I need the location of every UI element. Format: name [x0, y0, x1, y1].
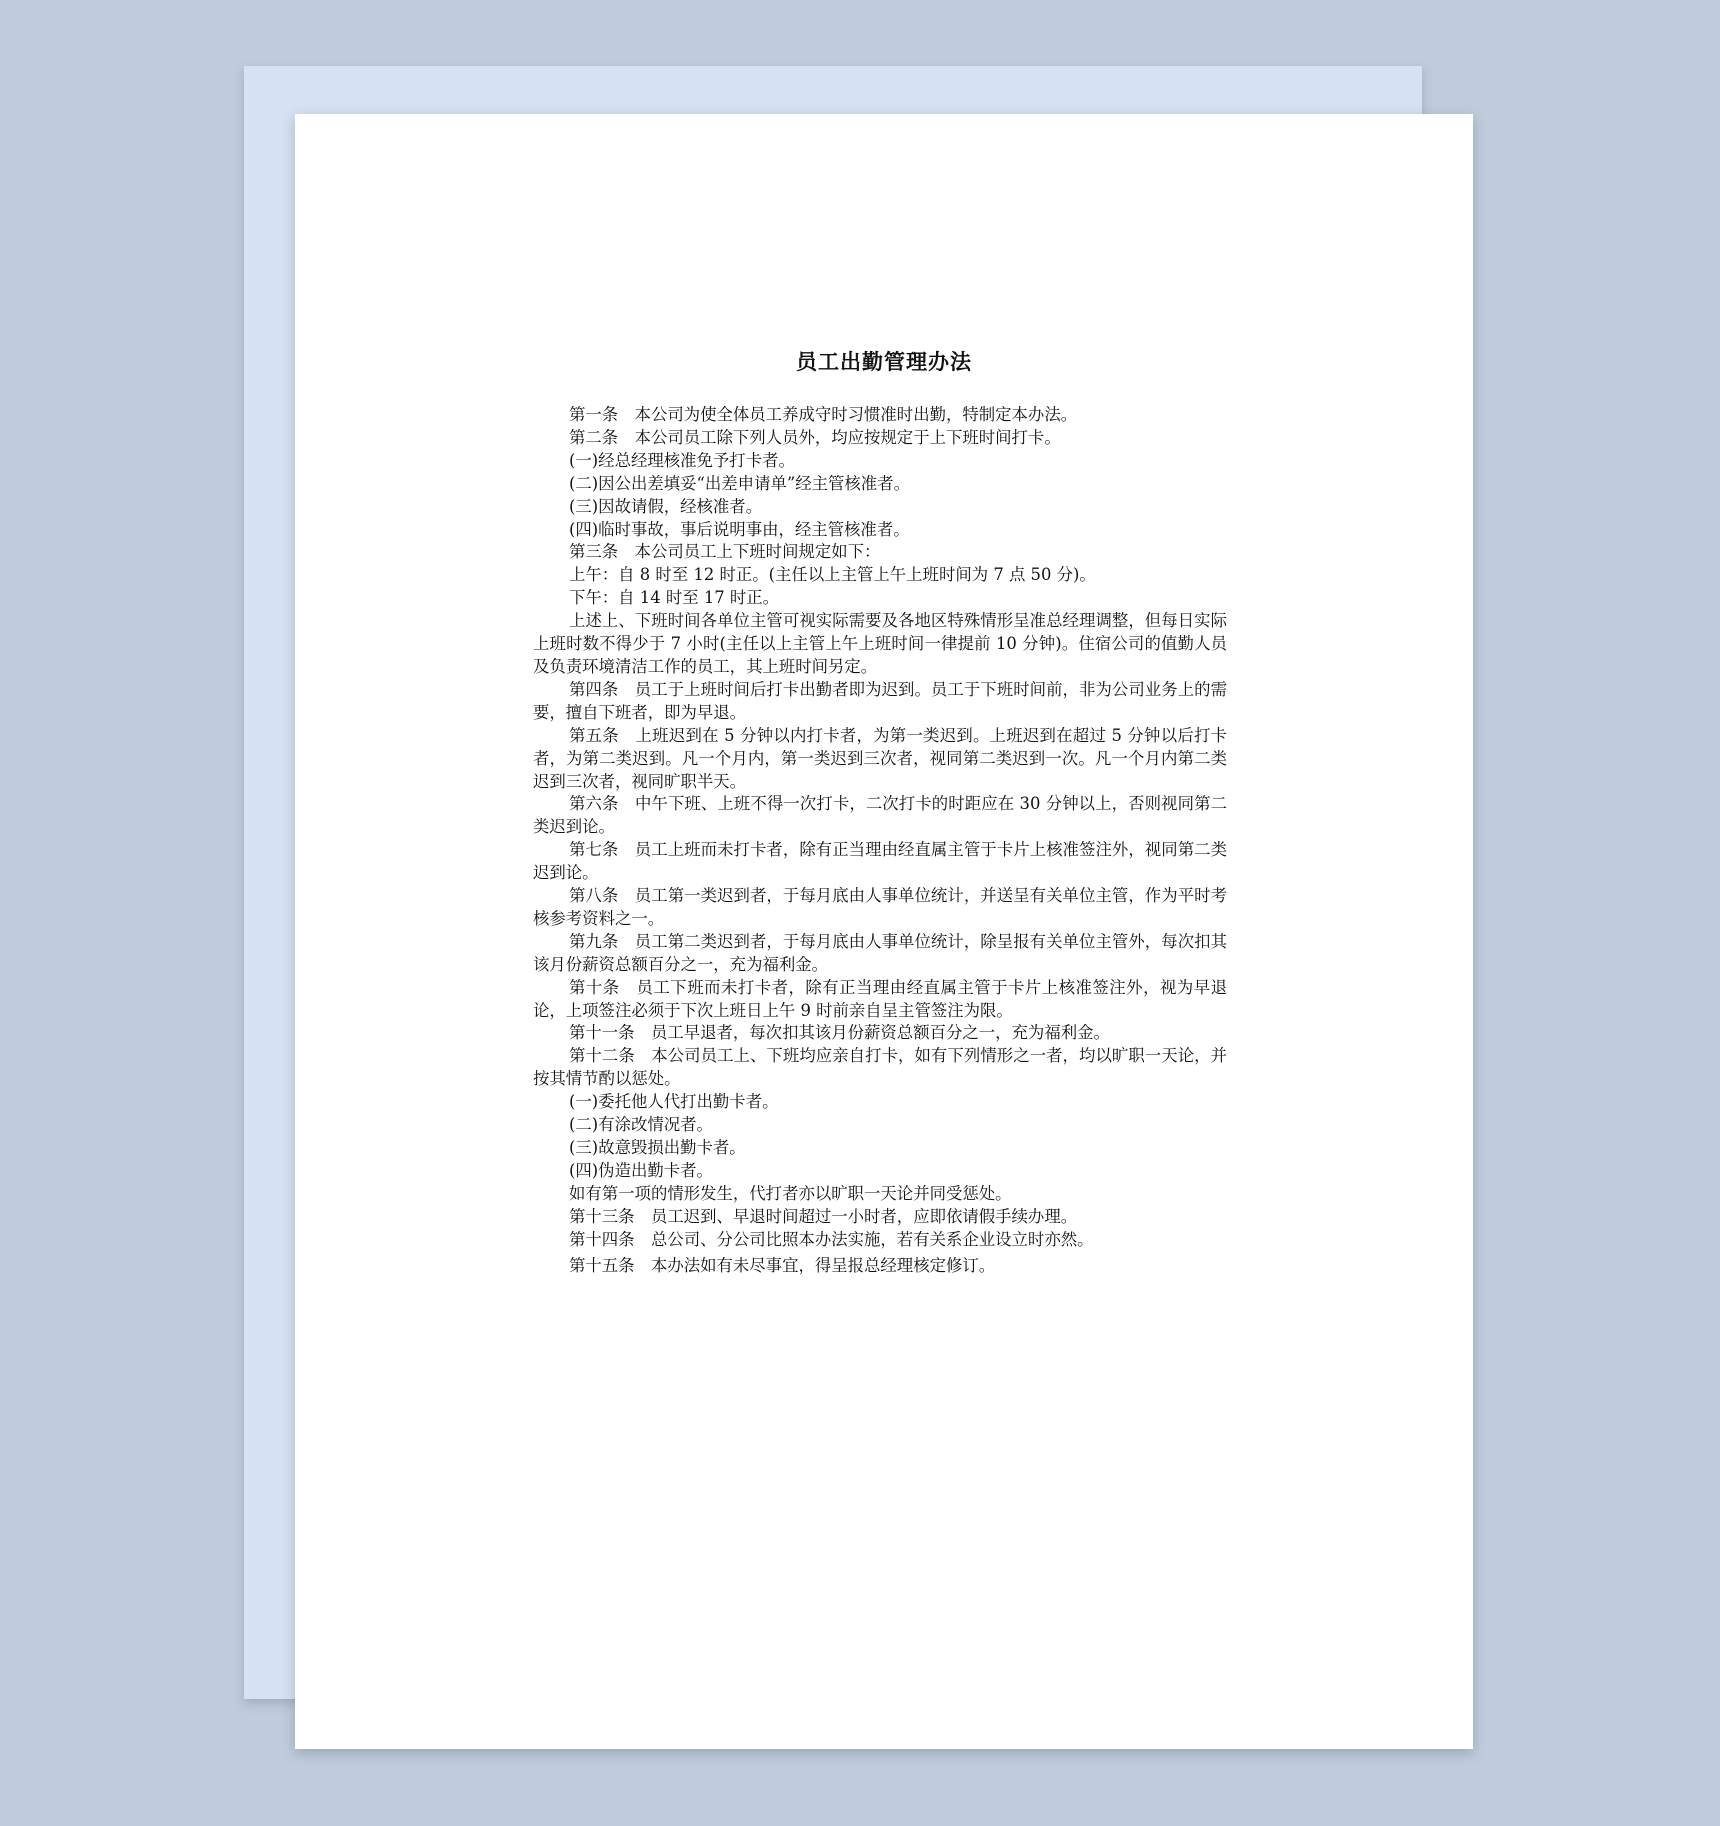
document-page — [295, 114, 1473, 1749]
paragraph-article-2: 第二条 本公司员工除下列人员外，均应按规定于上下班时间打卡。 — [569, 427, 1061, 447]
paragraph-item: (三)故意毁损出勤卡者。 — [569, 1138, 746, 1157]
paragraph-article-8: 第八条 员工第一类迟到者，于每月底由人事单位统计，并送呈有关单位主管，作为平时考核参考资料之一。 — [533, 886, 1227, 928]
paragraph-article-14: 第十四条 总公司、分公司比照本办法实施，若有关系企业设立时亦然。 — [569, 1229, 1094, 1249]
paragraph-item: (四)伪造出勤卡者。 — [569, 1160, 713, 1180]
paragraph-article-4: 第四条 员工于上班时间后打卡出勤者即为迟到。员工于下班时间前，非为公司业务上的需要，擅自下班者，即为早退。 — [533, 679, 1227, 722]
paragraph-article-1: 第一条 本公司为使全体员工养成守时习惯准时出勤，特制定本办法。 — [569, 405, 1078, 424]
paragraph-hours-note: 上述上、下班时间各单位主管可视实际需要及各地区特殊情形呈准总经理调整，但每日实际上班时数不得少于 7 小时(主任以上主管上午上班时间一律提前 10 分钟)。住宿公司的值勤人员及负责环境清洁工作的员工，其上班时间另定。 — [533, 611, 1227, 676]
paragraph-article-7: 第七条 员工上班而未打卡者，除有正当理由经直属主管于卡片上核准签注外，视同第二类迟到论。 — [533, 840, 1227, 883]
paragraph-item: (二)有涂改情况者。 — [569, 1115, 713, 1135]
paragraph-article-11: 第十一条 员工早退者，每次扣其该月份薪资总额百分之一，充为福利金。 — [569, 1023, 1110, 1043]
paragraph-article-3: 第三条 本公司员工上下班时间规定如下： — [569, 542, 881, 562]
paragraph-item: (三)因故请假，经核准者。 — [569, 496, 763, 516]
paragraph-item: (一)委托他人代打出勤卡者。 — [569, 1092, 779, 1112]
paragraph-article-9: 第九条 员工第二类迟到者，于每月底由人事单位统计，除呈报有关单位主管外，每次扣其该月份薪资总额百分之一，充为福利金。 — [533, 931, 1227, 974]
paragraph-article-6: 第六条 中午下班、上班不得一次打卡，二次打卡的时距应在 30 分钟以上，否则视同第二类迟到论。 — [533, 794, 1227, 837]
paragraph-article-13: 第十三条 员工迟到、早退时间超过一小时者，应即依请假手续办理。 — [569, 1206, 1078, 1226]
paragraph-afternoon-hours: 下午：自 14 时至 17 时正。 — [569, 588, 780, 608]
document-body — [533, 404, 1227, 1277]
document-title: 员工出勤管理办法 — [796, 350, 972, 374]
paragraph-article-10: 第十条 员工下班而未打卡者，除有正当理由经直属主管于卡片上核准签注外，视为早退论，上项签注必须于下次上班日上午 9 时前亲自呈主管签注为限。 — [533, 977, 1227, 1020]
paragraph-item: (一)经总经理核准免予打卡者。 — [569, 450, 795, 470]
paragraph-article-5: 第五条 上班迟到在 5 分钟以内打卡者，为第一类迟到。上班迟到在超过 5 分钟以后打卡者，为第二类迟到。凡一个月内，第一类迟到三次者，视同第二类迟到一次。凡一个月内第二类迟到三次者，视同旷职半天。 — [533, 725, 1227, 791]
paragraph-article-12: 第十二条 本公司员工上、下班均应亲自打卡，如有下列情形之一者，均以旷职一天论，并按其情节酌以惩处。 — [533, 1046, 1227, 1089]
paragraph-item: (四)临时事故，事后说明事由，经主管核准者。 — [569, 519, 910, 539]
paragraph-article-15: 第十五条 本办法如有未尽事宜，得呈报总经理核定修订。 — [569, 1255, 996, 1275]
paragraph-item: (二)因公出差填妥“出差申请单”经主管核准者。 — [569, 473, 910, 493]
paragraph-proxy-note: 如有第一项的情形发生，代打者亦以旷职一天论并同受惩处。 — [569, 1183, 1012, 1203]
paragraph-morning-hours: 上午：自 8 时至 12 时正。(主任以上主管上午上班时间为 7 点 50 分)。 — [569, 565, 1096, 585]
